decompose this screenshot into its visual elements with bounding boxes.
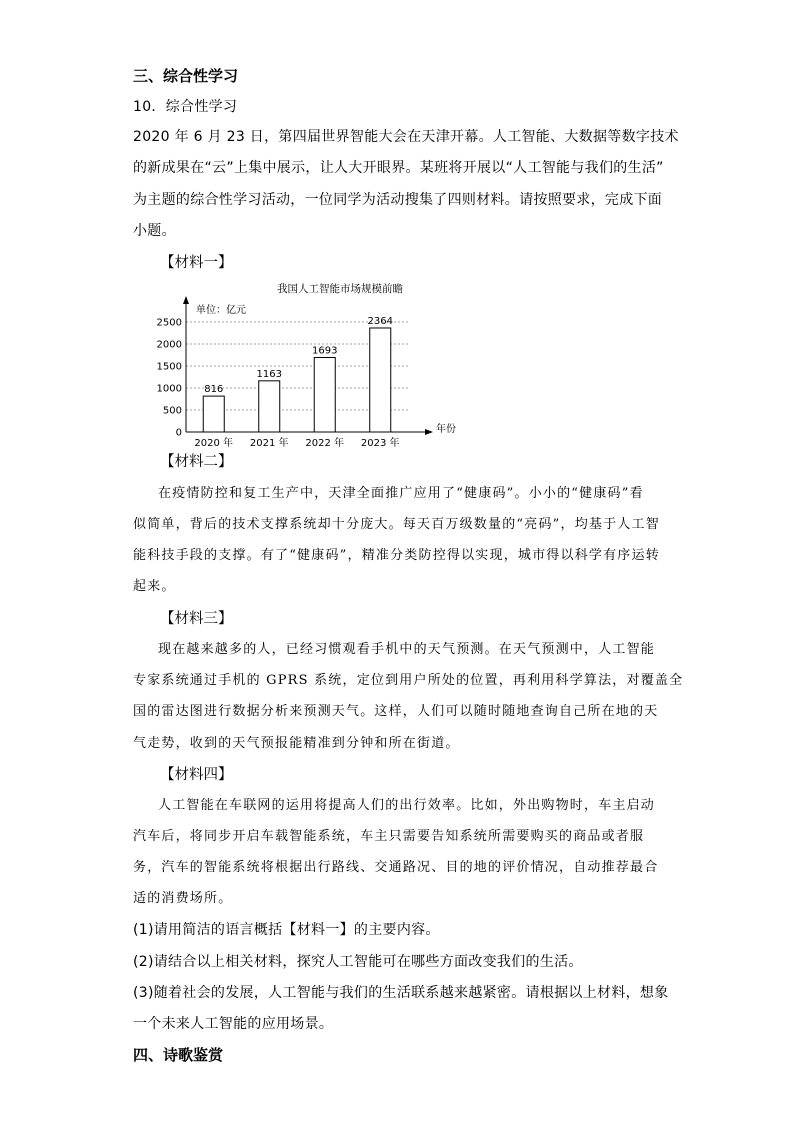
- material-4-label: 【材料四】: [160, 767, 233, 783]
- material-2-line: 在疫情防控和复工生产中，天津全面推广应用了“健康码”。小小的“健康码”看: [158, 486, 644, 501]
- section-3-title: 三、综合性学习: [133, 67, 239, 85]
- bar-value-label: 1163: [256, 368, 282, 380]
- material-2-line: 似简单，背后的技术支撑系统却十分庞大。每天百万级数量的“亮码”，均基于人工智: [133, 517, 660, 532]
- material-4-line: 人工智能在车联网的运用将提高人们的出行效率。比如，外出购物时，车主启动: [158, 798, 656, 813]
- y-tick-label: 2000: [156, 339, 182, 351]
- bar-value-label: 816: [204, 384, 224, 396]
- sub-question-1: (1)请用简洁的语言概括【材料一】的主要内容。: [133, 922, 440, 938]
- material-3-line: 现在越来越多的人，已经习惯观看手机中的天气预测。在天气预测中，人工智能: [158, 642, 656, 657]
- x-tick-label: 2020 年: [194, 438, 234, 449]
- market-size-bar-chart: [150, 270, 480, 450]
- chart-title: 我国人工智能市场规模前瞻: [277, 283, 403, 295]
- y-tick-label: 1000: [156, 383, 182, 395]
- material-1-label: 【材料一】: [160, 255, 233, 271]
- question-10-title: 10．综合性学习: [133, 99, 238, 115]
- chart-y-axis-arrow: [183, 296, 189, 304]
- sub-question-3: (3)随着社会的发展，人工智能与我们的生活联系越来越紧密。请根据以上材料，想象: [133, 985, 669, 1001]
- material-4-line: 务，汽车的智能系统将根据出行路线、交通路况、目的地的评价情况，自动推荐最合: [133, 860, 659, 875]
- material-4-line: 汽车后，将同步开启车载智能系统，车主只需要告知系统所需要购买的商品或者服: [133, 829, 645, 844]
- y-tick-label: 1500: [156, 361, 182, 373]
- y-tick-label: 2500: [156, 317, 182, 329]
- material-4-line: 适的消费场所。: [133, 891, 233, 906]
- x-tick-label: 2021 年: [249, 438, 289, 449]
- chart-x-axis-label: 年份: [436, 424, 456, 435]
- material-2-line: 能科技手段的支撑。有了“健康码”，精准分类防控得以实现，城市得以科学有序运转: [133, 548, 660, 563]
- bar: [370, 328, 391, 432]
- material-3-line: 专家系统通过手机的 GPRS 系统，定位到用户所处的位置，再利用科学算法，对覆盖全: [133, 673, 684, 688]
- bar: [259, 381, 280, 432]
- material-3-line: 国的雷达图进行数据分析来预测天气。这样，人们可以随时随地查询自己所在地的天: [133, 704, 659, 719]
- x-tick-label: 2022 年: [305, 438, 345, 449]
- sub-question-2: (2)请结合以上相关材料，探究人工智能可在哪些方面改变我们的生活。: [133, 954, 583, 970]
- x-tick-label: 2023 年: [360, 438, 400, 449]
- bar-value-label: 2364: [367, 315, 393, 327]
- chart-value-labels: [204, 316, 393, 395]
- y-tick-label: 500: [162, 405, 182, 417]
- intro-line: 2020 年 6 月 23 日，第四届世界智能大会在天津开幕。人工智能、大数据等数字技术: [133, 129, 679, 145]
- intro-line: 小题。: [133, 223, 176, 239]
- material-2-line: 起来。: [133, 579, 176, 594]
- chart-x-axis-arrow: [425, 429, 433, 435]
- intro-line: 为主题的综合性学习活动，一位同学为活动搜集了四则材料。请按照要求，完成下面: [133, 192, 663, 208]
- y-tick-label: 0: [175, 427, 182, 439]
- chart-y-tick-labels: [157, 318, 182, 439]
- material-2-label: 【材料二】: [160, 454, 233, 470]
- bar: [203, 396, 224, 432]
- material-3-line: 气走势，收到的天气预报能精准到分钟和所在街道。: [133, 736, 460, 751]
- bar-value-label: 1693: [312, 345, 338, 357]
- sub-question-3-continued: 一个未来人工智能的应用场景。: [133, 1016, 334, 1032]
- bar: [314, 358, 335, 432]
- chart-x-tick-labels: [194, 436, 399, 449]
- material-3-label: 【材料三】: [160, 611, 233, 627]
- section-4-title: 四、诗歌鉴赏: [133, 1046, 224, 1064]
- intro-line: 的新成果在“云”上集中展示，让人大开眼界。某班将开展以“人工智能与我们的生活”: [133, 160, 664, 176]
- chart-bars: [203, 328, 391, 432]
- chart-unit-label: 单位：亿元: [196, 305, 246, 316]
